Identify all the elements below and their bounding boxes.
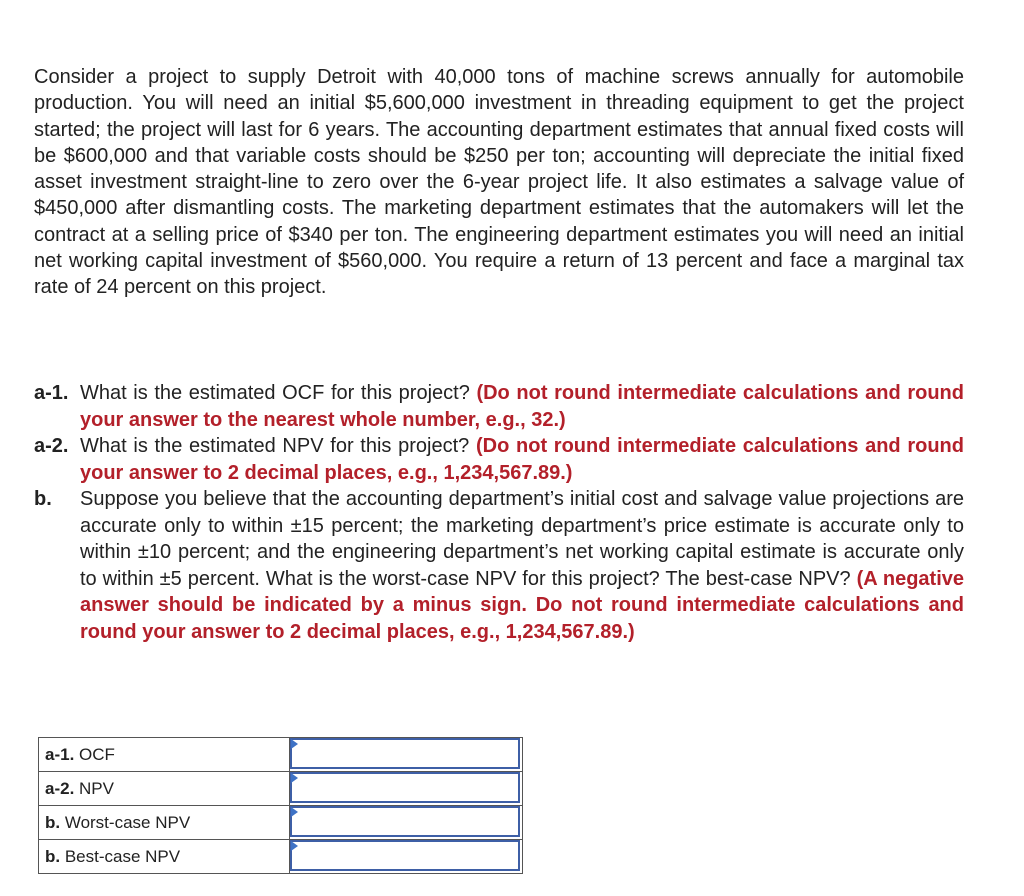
problem-statement: Consider a project to supply Detroit with 40,000 tons of machine screws annually for automobile production. You will need an initial $5,600,000 investment in threading equipment to get the project started; the project will last for 6 years. The accounting department estimates that annual fixed costs will be $600,000 and that variable costs should be $250 per ton; accounting will depreciate the initial fixed asset investment straight-line to zero over the 6-year project life. It also estimates a salvage value of $450,000 after dismantling costs. The marketing department estimates that the automakers will let the contract at a selling price of $340 per ton. The engineering department estimates you will need an initial net working capital investment of $560,000. You require a return of 13 percent and face a marginal tax rate of 24 percent on this project. <box>34 66 964 299</box>
question-text: What is the estimated OCF for this project? <box>80 382 470 404</box>
question-a2 <box>34 433 964 486</box>
flag-icon <box>291 739 298 749</box>
flag-icon <box>291 807 298 817</box>
question-b <box>34 486 964 645</box>
question-instruction: (Do not round intermediate calculations and round your answer to 2 decimal places, e.g., 1,234,567.89.) <box>80 435 964 484</box>
flag-icon <box>291 773 298 783</box>
answer-row-worst-case <box>39 806 523 840</box>
answer-row-npv <box>39 772 523 806</box>
answer-row-ocf <box>39 738 523 772</box>
question-instruction: (Do not round intermediate calculations and round your answer to the nearest whole number, e.g., 32.) <box>80 382 964 431</box>
answer-table <box>38 737 523 874</box>
answer-row-best-case <box>39 840 523 874</box>
answer-label: a-2. NPV <box>39 772 290 806</box>
answer-label: b. Worst-case NPV <box>39 806 290 840</box>
npv-answer-input[interactable] <box>290 772 520 803</box>
question-label: a-2. <box>34 435 69 457</box>
question-label: b. <box>34 488 52 510</box>
answer-cell <box>290 840 523 874</box>
question-instruction: (A negative answer should be indicated by a minus sign. Do not round intermediate calculations and round your answer to 2 decimal places, e.g., 1,234,567.89.) <box>80 567 964 643</box>
answer-label: a-1. OCF <box>39 738 290 772</box>
question-label: a-1. <box>34 382 69 404</box>
question-a1 <box>34 380 964 433</box>
answer-cell <box>290 806 523 840</box>
answer-cell <box>290 738 523 772</box>
flag-icon <box>291 841 298 851</box>
question-text: What is the estimated NPV for this project? <box>80 435 470 457</box>
ocf-answer-input[interactable] <box>290 738 520 769</box>
best-case-npv-input[interactable] <box>290 840 520 871</box>
worst-case-npv-input[interactable] <box>290 806 520 837</box>
question-list <box>34 380 964 645</box>
question-text: Suppose you believe that the accounting department’s initial cost and salvage value projections are accurate only to within ±15 percent; the marketing department’s price estimate is accurate only to within ±10 percent; and the engineering department’s net working capital estimate is accurate only to within ±5 percent. What is the worst-case NPV for this project? The best-case NPV? <box>80 488 964 590</box>
answer-label: b. Best-case NPV <box>39 840 290 874</box>
answer-cell <box>290 772 523 806</box>
